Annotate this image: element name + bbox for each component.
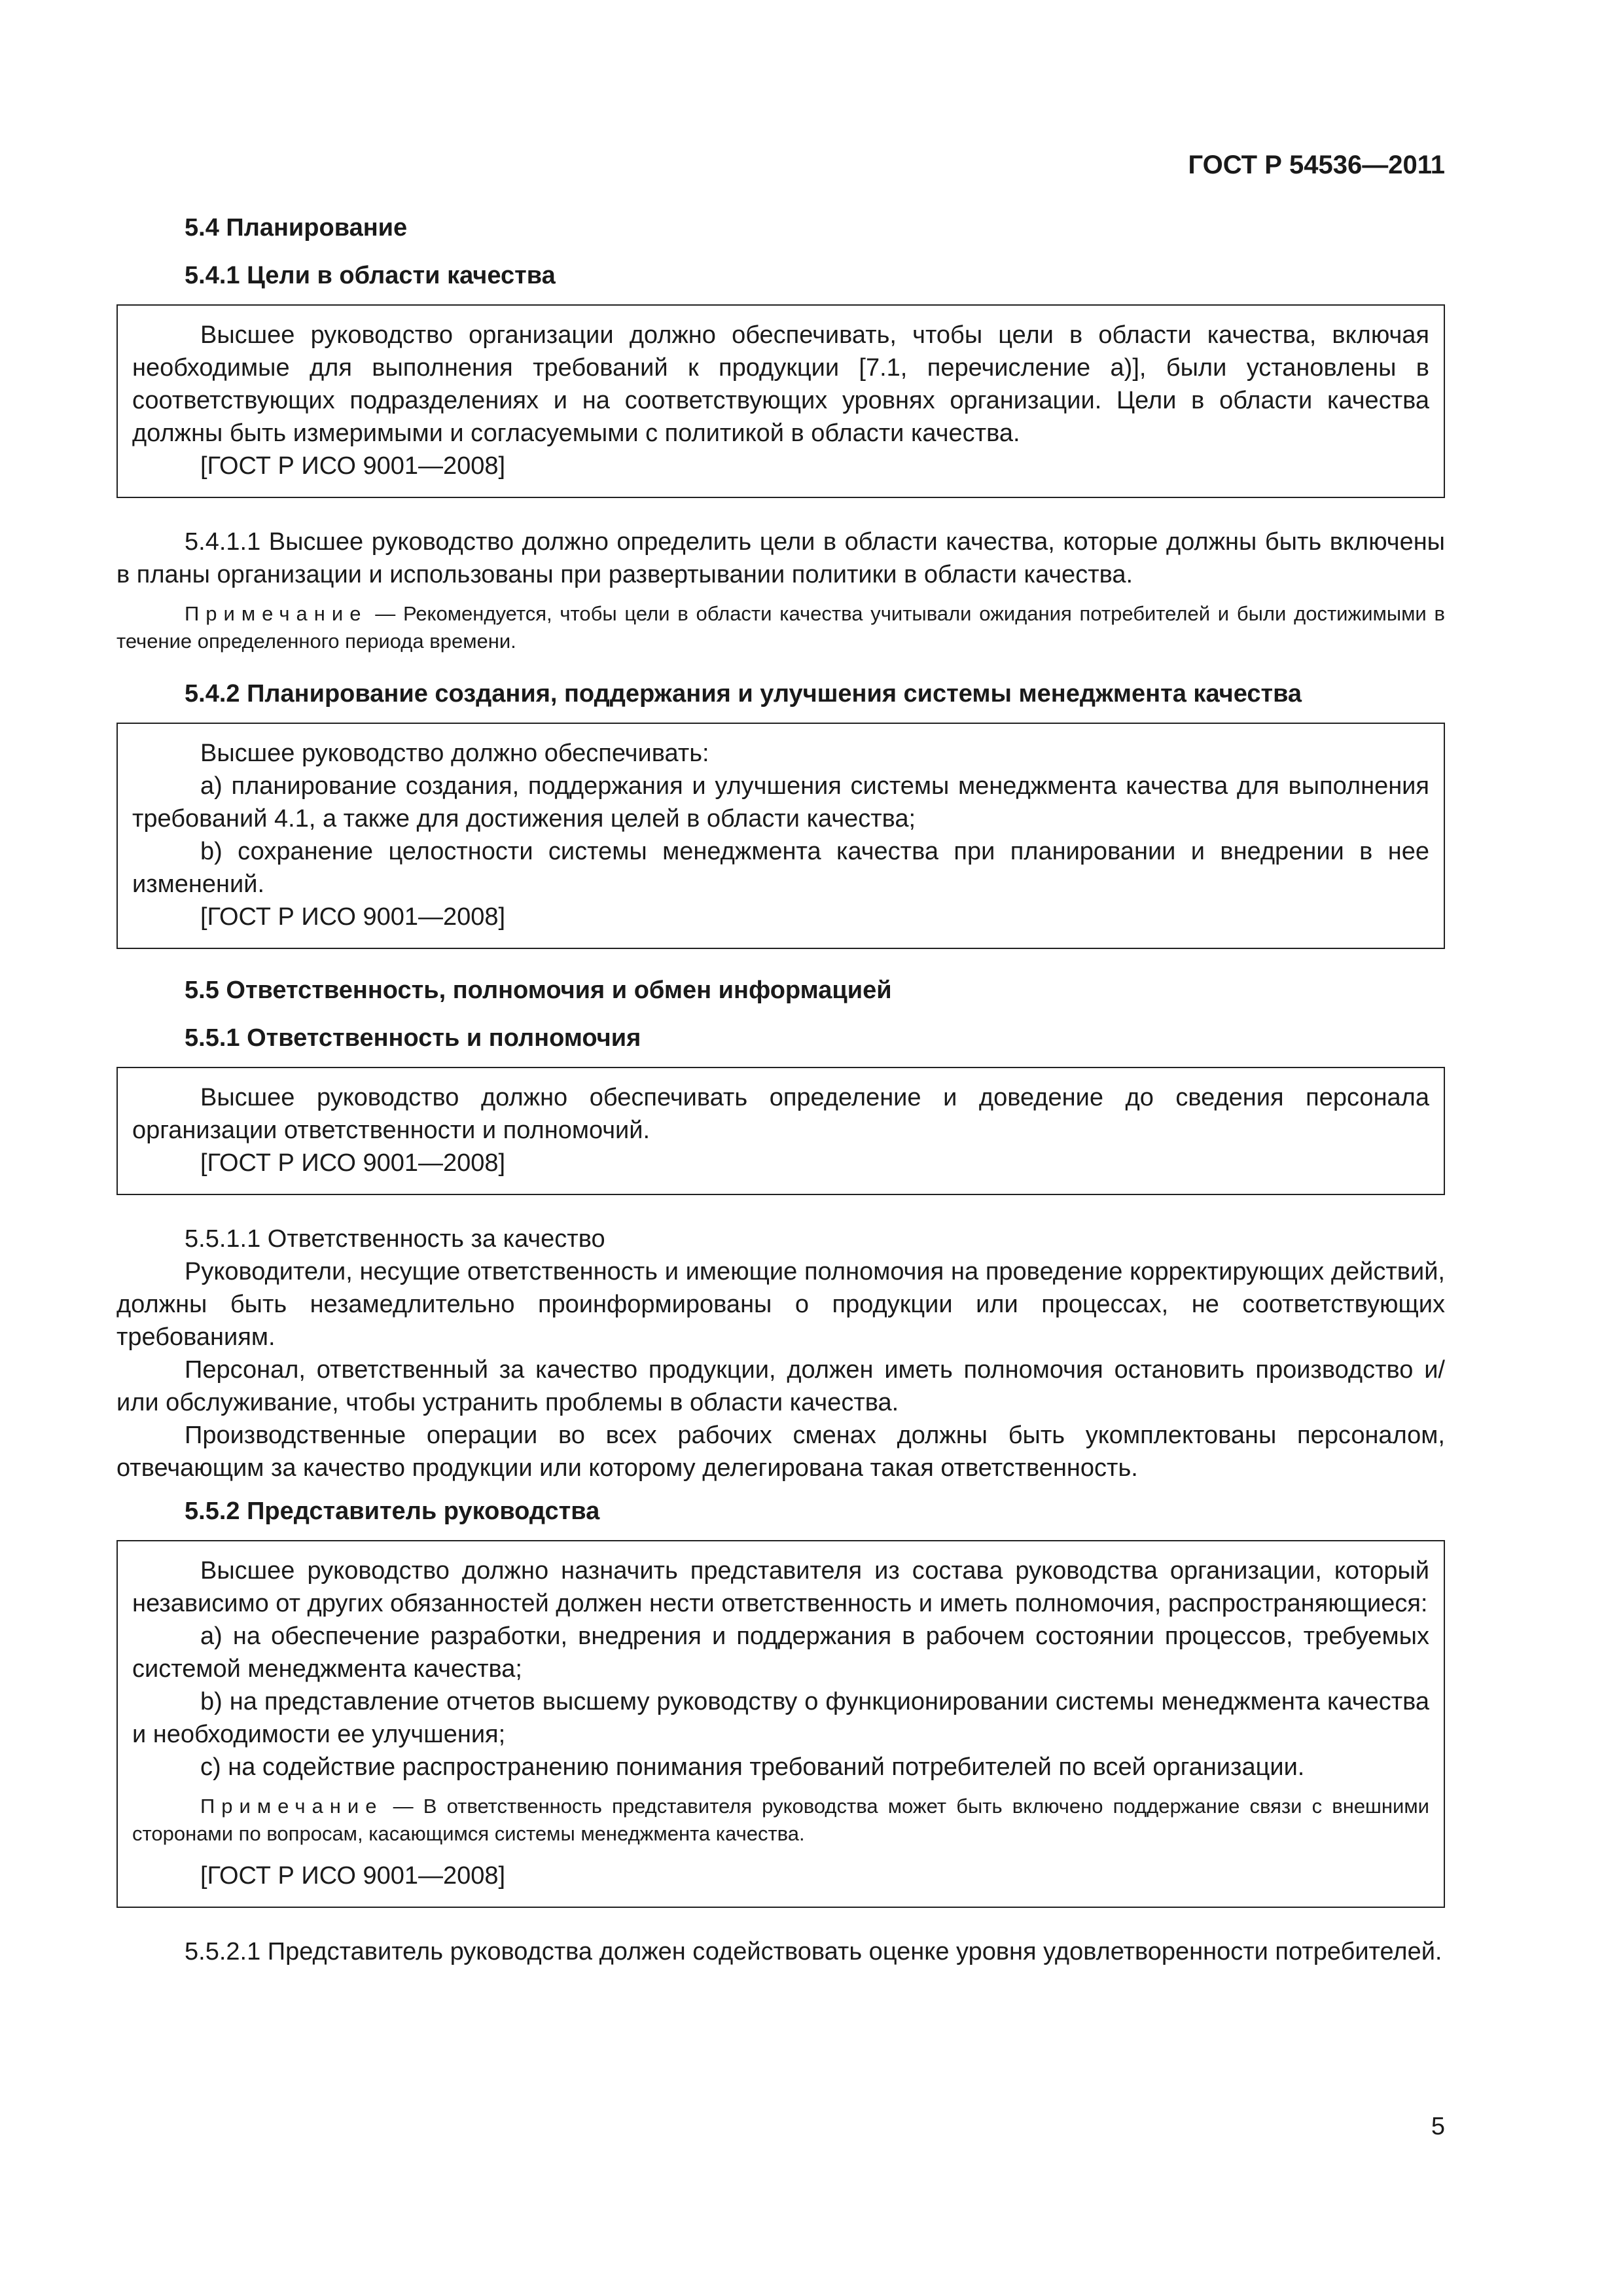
section-title-5-5-2: 5.5.2 Представитель руководства xyxy=(185,1498,600,1525)
section-title-5-5-1: 5.5.1 Ответственность и полномочия xyxy=(185,1024,641,1052)
quote-text: Высшее руководство организации должно обеспечивать, чтобы цели в области качества, включая необходимые для выполнения требований к продукции [7.1, перечисление а)], были установлены в соответствующих подразделениях и на соответствующих уровнях организации. Цели в области качества должны быть измеримыми и согласуемыми с политикой в области качества. xyxy=(132,321,1429,447)
quote-text: Высшее руководство должно обеспечивать определение и доведение до сведения персонала организации ответственности и полномочий. xyxy=(132,1084,1429,1144)
note-5-5-2 xyxy=(132,1793,1429,1848)
quote-box-5-4-1 xyxy=(116,304,1445,498)
note-label: Примечание xyxy=(200,1795,383,1818)
section-title-5-4-2: 5.4.2 Планирование создания, поддержания и улучшения системы менеджмента качества xyxy=(185,680,1302,708)
paragraph-5-5-1-1-b: Персонал, ответственный за качество продукции, должен иметь полномочия остановить производство и/или обслуживание, чтобы устранить проблемы в области качества. xyxy=(116,1356,1445,1416)
page-number: 5 xyxy=(1431,2113,1445,2140)
list-item-c: с) на содействие распространению понимания требований потребителей по всей организации. xyxy=(200,1753,1305,1781)
section-title-5-5: 5.5 Ответственность, полномочия и обмен информацией xyxy=(185,977,892,1004)
paragraph-5-5-1-1-title: 5.5.1.1 Ответственность за качество xyxy=(185,1225,605,1253)
quote-box-5-5-1 xyxy=(116,1067,1445,1195)
paragraph-5-5-1-1-c: Производственные операции во всех рабочих сменах должны быть укомплектованы персоналом, отвечающим за качество продукции или которому делегирована такая ответственность. xyxy=(116,1422,1445,1482)
list-item-a: а) планирование создания, поддержания и улучшения системы менеджмента качества для выполнения требований 4.1, а также для достижения целей в области качества; xyxy=(132,772,1429,833)
document-code: ГОСТ Р 54536—2011 xyxy=(1188,151,1445,179)
quote-box-5-5-2 xyxy=(116,1540,1445,1908)
quote-reference: [ГОСТ Р ИСО 9001—2008] xyxy=(200,1149,506,1177)
paragraph-5-4-1-1: 5.4.1.1 Высшее руководство должно определить цели в области качества, которые должны быть включены в планы организации и использованы при развертывании политики в области качества. xyxy=(116,528,1445,588)
quote-box-5-4-2 xyxy=(116,723,1445,949)
list-item-b: b) сохранение целостности системы менеджмента качества при планировании и внедрении в нее изменений. xyxy=(132,838,1429,898)
quote-intro: Высшее руководство должно назначить представителя из состава руководства организации, который независимо от других обязанностей должен нести ответственность и иметь полномочия, распространяющиеся: xyxy=(132,1557,1429,1617)
note-5-4-1 xyxy=(116,600,1445,655)
quote-intro: Высшее руководство должно обеспечивать: xyxy=(200,740,709,767)
note-text: — В ответственность представителя руководства может быть включено поддержание связи с внешними сторонами по вопросам, касающимся системы менеджмента качества. xyxy=(132,1795,1429,1845)
list-item-b: b) на представление отчетов высшему руководству о функционировании системы менеджмента качества и необходимости ее улучшения; xyxy=(132,1688,1429,1748)
quote-reference: [ГОСТ Р ИСО 9001—2008] xyxy=(200,1862,506,1890)
section-title-5-4: 5.4 Планирование xyxy=(185,214,408,242)
quote-reference: [ГОСТ Р ИСО 9001—2008] xyxy=(200,903,506,931)
quote-reference: [ГОСТ Р ИСО 9001—2008] xyxy=(200,452,506,480)
note-label: Примечание xyxy=(185,602,368,625)
document-page xyxy=(116,151,1445,1968)
paragraph-5-5-1-1-a: Руководители, несущие ответственность и имеющие полномочия на проведение корректирующих действий, должны быть незамедлительно проинформированы о продукции или процессах, не соответствующих требованиям. xyxy=(116,1258,1445,1351)
note-text: — Рекомендуется, чтобы цели в области качества учитывали ожидания потребителей и были достижимыми в течение определенного периода времени. xyxy=(116,602,1445,653)
section-title-5-4-1: 5.4.1 Цели в области качества xyxy=(185,262,556,289)
paragraph-5-5-2-1: 5.5.2.1 Представитель руководства должен содействовать оценке уровня удовлетворенности потребителей. xyxy=(185,1938,1442,1965)
list-item-a: а) на обеспечение разработки, внедрения и поддержания в рабочем состоянии процессов, требуемых системой менеджмента качества; xyxy=(132,1623,1429,1683)
